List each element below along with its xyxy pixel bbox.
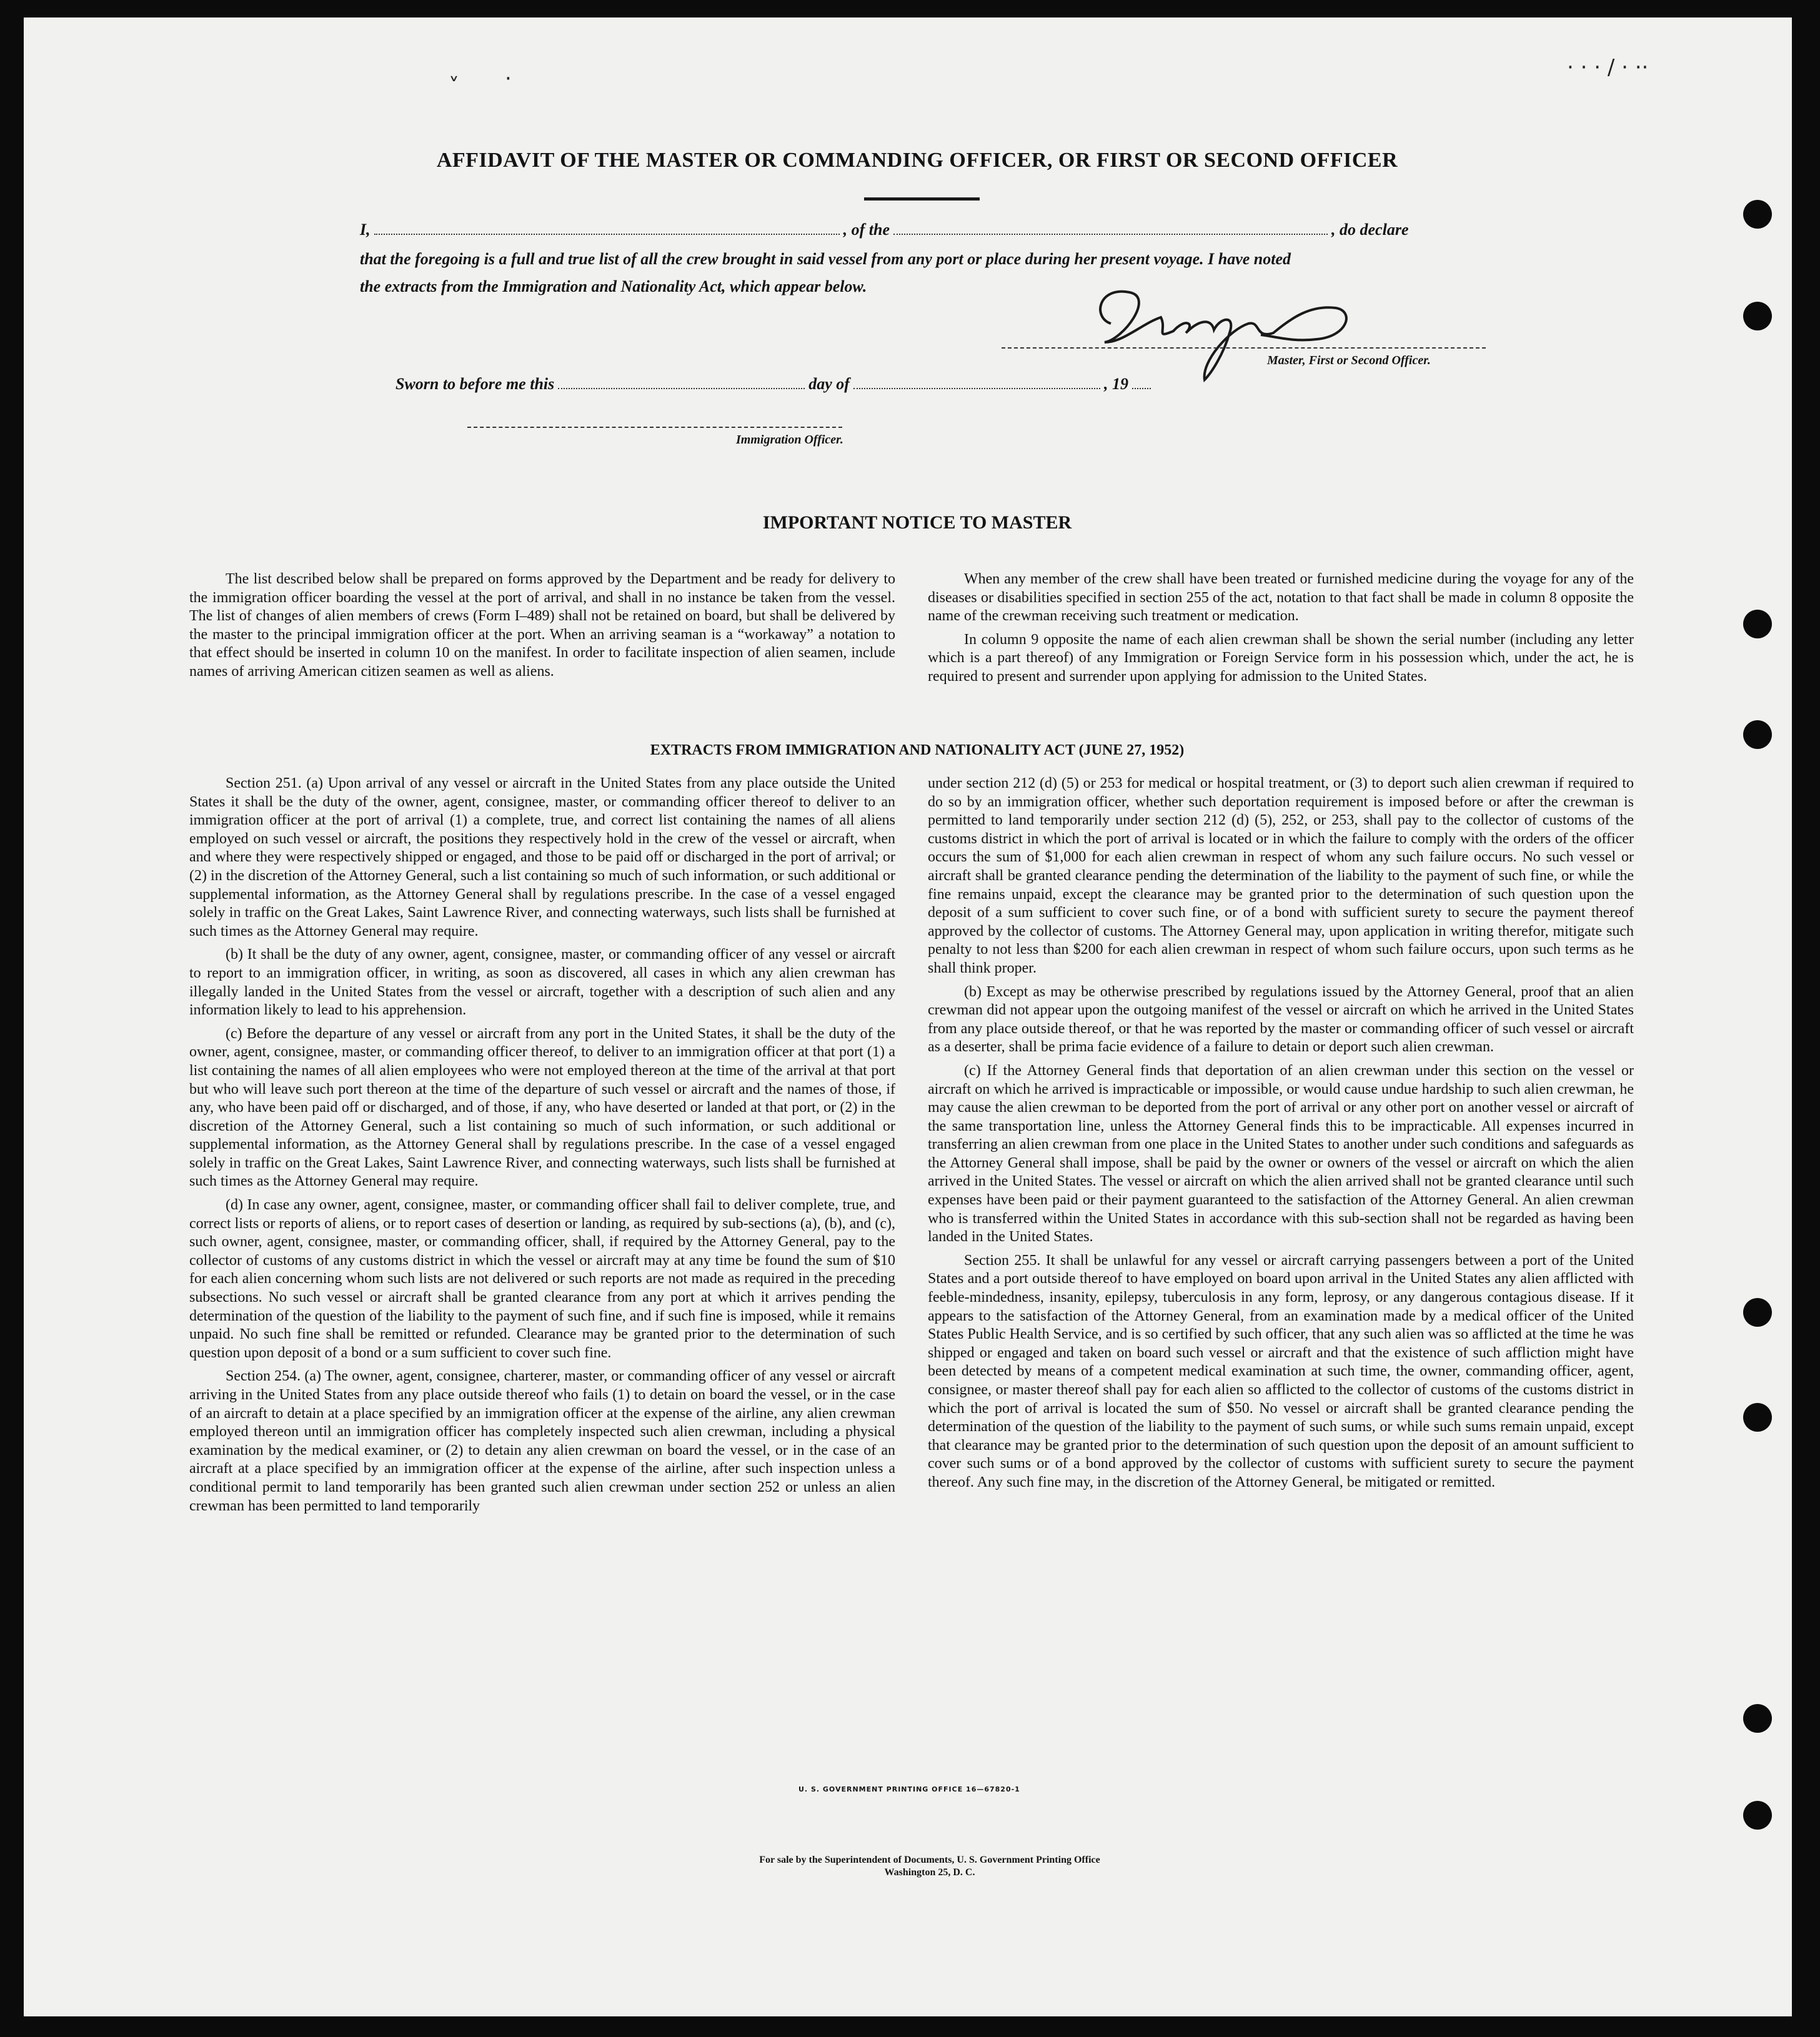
punch-hole — [1743, 302, 1772, 330]
year-label: , 19 — [1103, 375, 1128, 393]
of-the-label: , of the — [843, 221, 890, 239]
sale-notice — [524, 1854, 1336, 1879]
extracts-right-column — [928, 775, 1634, 1497]
extract-paragraph: under section 212 (d) (5) or 253 for medical or hospital treatment, or (3) to deport such alien crewman if required to do so by an immigration officer, whether such deportation requirement is imposed before or after the crewman is permitted to land temporarily under section 212 (d) (5), 252, or 253, shall pay to the collector of customs of the customs district in which the port of arrival is located or in which the failure to comply with the orders of the officer occurs the sum of $1,000 for each alien crewman in respect of whom any such failure occurs. No such vessel or aircraft shall be granted clearance pending the determination of the liability to the payment of such fine, or while the fine remains unpaid, except the clearance may be granted prior to the determination of such question upon the deposit of a sum sufficient to cover such fine, or of a bond with sufficient surety to secure the payment thereof approved by the collector of customs. The Attorney General may, upon application in writing therefor, mitigate such penalty to not less than $200 for each alien crewman in respect of whom such failure occurs, upon such terms as he shall think proper. — [928, 775, 1634, 976]
notice-heading: IMPORTANT NOTICE TO MASTER — [762, 512, 1072, 533]
sworn-line — [395, 375, 1155, 394]
punch-hole — [1743, 610, 1772, 638]
declaration-line — [360, 221, 1408, 239]
punch-hole — [1743, 1298, 1772, 1327]
declaration-text-1: that the foregoing is a full and true list of all the crew brought in said vessel from any port or place during her present voyage. I have noted — [360, 250, 1291, 268]
punch-hole — [1743, 1801, 1772, 1830]
notice-right-paragraph-2: In column 9 opposite the name of each alien crewman shall be shown the serial number (including any letter which is a part thereof) of any Immigration or Foreign Service form in his possession which, under the act, he is required to present and surrender upon applying for admission to the United States. — [928, 631, 1634, 685]
sale-line-1: For sale by the Superintendent of Documents, U. S. Government Printing Office — [759, 1855, 1100, 1865]
signature-caption: Master, First or Second Officer. — [1267, 354, 1431, 367]
extract-paragraph: (c) Before the departure of any vessel or aircraft from any port in the United States, it shall be the duty of the owner, agent, consignee, master, or commanding officer thereof, to deliver to an immigration officer at that port (1) a list containing the names of all alien employees who were not employed thereon at the time of the arrival at that port but who will leave such port thereon at the time of the departure of such vessel or aircraft and the names of those, if any, who have been paid off or discharged, and of those, if any, who have deserted or landed at that port, or (2) in the discretion of the Attorney General, such a list containing so much of such information, or such additional or supplemental information, as the Attorney General shall by regulations prescribe. In the case of a vessel engaged solely in traffic on the Great Lakes, Saint Lawrence River, and connecting waterways, such lists shall be furnished at such times as the Attorney General may require. — [189, 1025, 895, 1190]
notice-left-paragraph: The list described below shall be prepared on forms approved by the Department and be ready for delivery to the immigration officer boarding the vessel at the port of arrival, and shall in no instance be taken from the vessel. The list of changes of alien members of crews (Form I–489) shall not be retained on board, but shall be delivered by the master to the principal immigration officer at the port. When an arriving seaman is a “workaway” a notation to that effect should be inserted in column 10 on the manifest. In order to facilitate inspection of alien seamen, include names of arriving American citizen seamen as well as aliens. — [189, 571, 895, 680]
scan-speck: · — [505, 66, 512, 91]
immigration-officer-line[interactable] — [467, 427, 842, 428]
extract-paragraph: Section 251. (a) Upon arrival of any vessel or aircraft in the United States from any place outside the United States it shall be the duty of the owner, agent, consignee, master, or commanding officer thereof to deliver to an immigration officer at the port of arrival (1) a complete, true, and correct list containing the names of all aliens employed on such vessel or aircraft, the positions they respectively hold in the crew of the vessel or aircraft, when and where they were respectively shipped or engaged, and those to be paid off or discharged in the port of arrival; or (2) in the discretion of the Attorney General, such a list containing so much of such information, or such additional or supplemental information, as the Attorney General shall by regulations prescribe. In the case of a vessel engaged solely in traffic on the Great Lakes, Saint Lawrence River, and connecting waterways, such lists shall be furnished at such times as the Attorney General may require. — [189, 775, 895, 939]
sworn-label: Sworn to before me this — [395, 375, 555, 393]
handwritten-signature — [1086, 280, 1361, 386]
day-of-label: day of — [808, 375, 850, 393]
sworn-month-field[interactable] — [853, 387, 1100, 389]
extract-paragraph: (b) Except as may be otherwise prescribed by regulations issued by the Attorney General, proof that an alien crewman did not appear upon the outgoing manifest of the vessel or aircraft on which he arrived in the United States from any place outside thereof, or that he was reported by the master or commanding officer of such vessel or aircraft as a deserter, shall be prima facie evidence of a failure to detain or deport such alien crewman. — [928, 983, 1634, 1056]
signature-line[interactable] — [1002, 347, 1486, 349]
declaration-text-2: the extracts from the Immigration and Nationality Act, which appear below. — [360, 277, 867, 295]
affidavit-title: AFFIDAVIT OF THE MASTER OR COMMANDING OFFICER, OR FIRST OR SECOND OFFICER — [436, 149, 1398, 172]
punch-hole — [1743, 1704, 1772, 1733]
title-rule — [864, 197, 980, 201]
scan-speck: ˅ — [449, 74, 459, 99]
printer-mark: U. S. GOVERNMENT PRINTING OFFICE 16—67820-1 — [798, 1785, 1020, 1793]
extract-paragraph: Section 255. It shall be unlawful for any vessel or aircraft carrying passengers between a port of the United States and a port outside thereof to have employed on board upon arrival in the United States any alien afflicted with feeble-mindedness, insanity, epilepsy, tuberculosis in any form, leprosy, or any dangerous contagious disease. If it appears to the satisfaction of the Attorney General, from an examination made by a medical officer of the United States Public Health Service, and is so certified by such officer, that any such alien was so afflicted at the time he was shipped or engaged and taken on board such vessel or aircraft and that the existence of such affliction might have been detected by means of a competent medical examination at such time, the owner, commanding officer, agent, consignee, or master thereof shall pay for each alien so afflicted to the collector of customs of the customs district in which the port of arrival is located the sum of $50. No vessel or aircraft shall be granted clearance pending the determination of the question of the liability to the payment of such sums, or while such sums remain unpaid, except that clearance may be granted prior to the determination of such question upon the deposit of an amount sufficient to cover such sums or of a bond approved by the collector of customs with sufficient surety to secure the payment thereof. Any such fine may, in the discretion of the Attorney General, be mitigated or remitted. — [928, 1252, 1634, 1490]
scan-speck: · · · / · ·· — [1567, 55, 1649, 80]
punch-hole — [1743, 200, 1772, 229]
extract-paragraph: Section 254. (a) The owner, agent, consignee, charterer, master, or commanding officer of any vessel or aircraft arriving in the United States from any place outside thereof who fails (1) to detain on board the vessel, or in the case of an aircraft to detain at a place specified by an immigration officer at the expense of the airline, any alien crewman employed thereon until an immigration officer has completely inspected such alien crewman, including a physical examination by the medical examiner, or (2) to detain any alien crewman on board the vessel, or in the case of an aircraft at a place specified by an immigration officer at the expense of the airline, after such inspection unless a conditional permit to land temporarily has been granted such alien crewman under section 252 or unless an alien crewman has been permitted to land temporarily — [189, 1368, 895, 1514]
declarant-name-field[interactable] — [374, 233, 840, 235]
extract-paragraph: (b) It shall be the duty of any owner, agent, consignee, master, or commanding officer of any vessel or aircraft to report to an immigration officer, in writing, as soon as discovered, all cases in which any alien crewman has illegally landed in the United States from the vessel or aircraft, together with a description of such alien and any information likely to lead to his apprehension. — [189, 946, 895, 1019]
sworn-day-field[interactable] — [558, 387, 805, 389]
declarant-label: I, — [360, 221, 370, 239]
punch-hole — [1743, 720, 1772, 749]
extract-paragraph: (d) In case any owner, agent, consignee, master, or commanding officer shall fail to deliver complete, true, and correct lists or reports of aliens, or to report cases of desertion or landing, as required by sub-sections (a), (b), and (c), such owner, agent, consignee, master, or commanding officer, shall, if required by the Attorney General, pay to the collector of customs of any customs district in which the vessel or aircraft may at any time be found the sum of $10 for each alien concerning whom such lists are not delivered or such reports are not made as required in the preceding subsections. No such vessel or aircraft shall be granted clearance from any port at which it arrives pending the determination of the question of the liability to the payment of such fine, and if such fine is imposed, while it remains unpaid. No such fine shall be remitted or refunded. Clearance may be granted prior to the determination of such question upon deposit of a bond or a sum sufficient to cover such fine. — [189, 1197, 895, 1361]
do-declare-label: , do declare — [1331, 221, 1409, 239]
sworn-year-field[interactable] — [1132, 387, 1151, 389]
extracts-left-column — [189, 775, 895, 1520]
document-page — [24, 17, 1792, 2016]
immigration-officer-caption: Immigration Officer. — [736, 433, 843, 447]
notice-right-column — [928, 570, 1634, 691]
punch-hole — [1743, 1403, 1772, 1432]
sale-line-2: Washington 25, D. C. — [884, 1867, 975, 1878]
notice-left-column — [189, 570, 895, 686]
extracts-heading: EXTRACTS FROM IMMIGRATION AND NATIONALITY ACT (JUNE 27, 1952) — [650, 742, 1185, 758]
vessel-name-field[interactable] — [893, 233, 1328, 235]
extract-paragraph: (c) If the Attorney General finds that deportation of an alien crewman under this section on the vessel or aircraft on which he arrived is impracticable or impossible, or would cause undue hardship to such alien crewman, he may cause the alien crewman to be deported from the port of arrival or any other port on another vessel or aircraft of the same transportation line, unless the Attorney General finds this to be impracticable. All expenses incurred in transferring an alien crewman from one place in the United States to another under such conditions and safeguards as the Attorney General shall impose, shall be paid by the owner or owners of the vessel or aircraft on which the alien arrived in the United States. The vessel or aircraft on which the alien arrived shall not be granted clearance until such expenses have been paid or their payment guaranteed to the satisfaction of the Attorney General. An alien crewman who is transferred within the United States in accordance with this sub-section shall not be regarded as having been landed in the United States. — [928, 1062, 1634, 1246]
notice-right-paragraph-1: When any member of the crew shall have been treated or furnished medicine during the voyage for any of the diseases or disabilities specified in section 255 of the act, notation to that fact shall be made in column 8 opposite the name of the crewman receiving such treatment or medication. — [928, 571, 1634, 625]
